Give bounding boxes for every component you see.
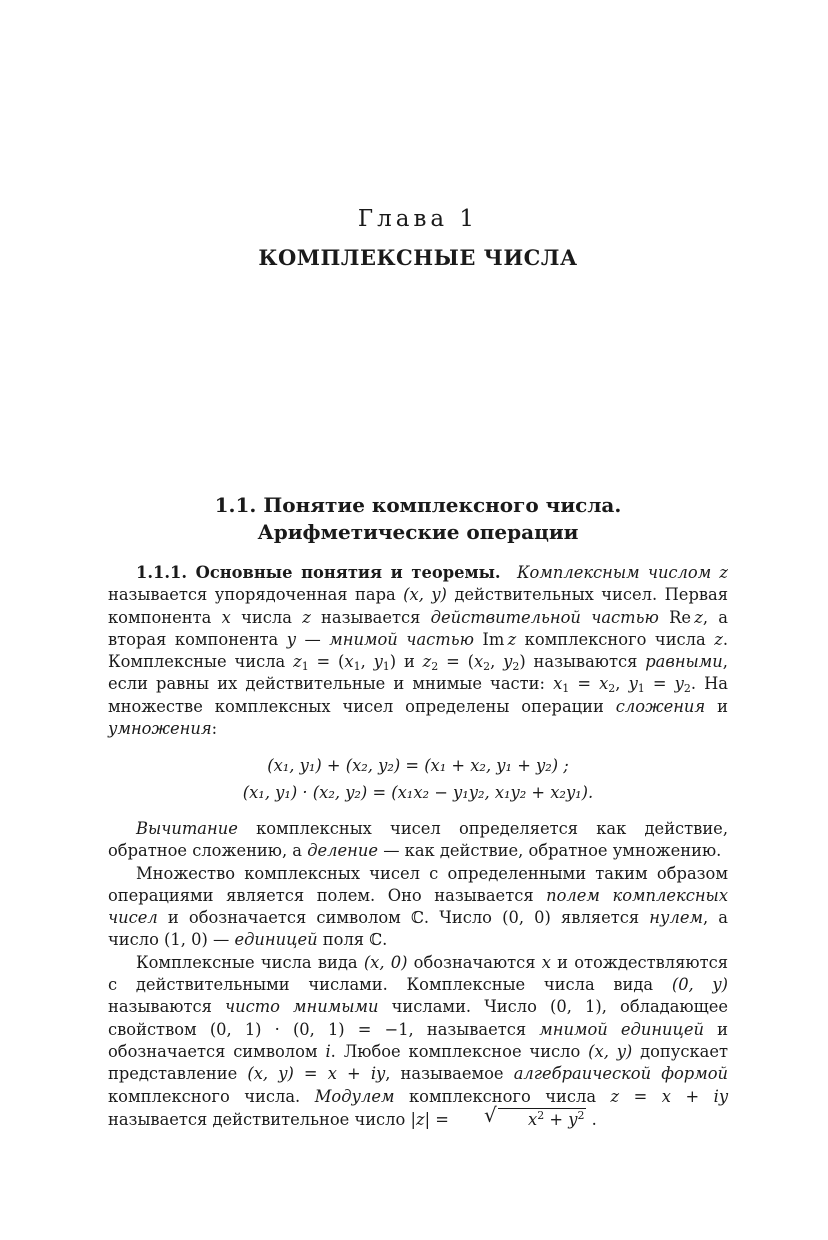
math-var: y (628, 674, 638, 694)
formula-addition: (x₁, y₁) + (x₂, y₂) = (x₁ + x₂, y₁ + y₂) ; (267, 756, 569, 775)
math-var: z (507, 629, 517, 649)
text-run: и отождествляются с действительными числами. Комплексные числа вида (108, 952, 728, 995)
term-equal: равными (645, 652, 723, 672)
math-var: y (286, 629, 296, 649)
math-expr: = ( (308, 652, 345, 672)
math-sub: 2 (483, 660, 491, 674)
math-expr: + (544, 1109, 569, 1129)
text-run: и обозначается символом ℂ. Число (0, 0) является (157, 908, 650, 928)
math-expr: (x, 0) (363, 952, 408, 972)
math-var: y (503, 652, 513, 672)
paragraph-1 (108, 562, 728, 740)
math-var: z (694, 607, 703, 627)
text-run: . (586, 1109, 597, 1129)
math-sub: 2 (608, 682, 616, 696)
text-run: . Комплексные числа (108, 629, 728, 672)
term-complex-field: полем комплексных чисел (108, 885, 728, 928)
math-sub: 2 (512, 660, 520, 674)
term-imaginary-part: мнимой частью (329, 629, 474, 649)
math-var: x (553, 674, 563, 694)
math-sub: 1 (353, 660, 361, 674)
math-sub: 2 (431, 660, 439, 674)
math-sub: 1 (637, 682, 645, 696)
math-expr: (x, y) = x + iy (247, 1064, 386, 1084)
text-run: и (705, 696, 728, 716)
text-run: комплексного числа (394, 1086, 611, 1106)
chapter-label: Глава 1 (357, 206, 479, 232)
section-title-line-1: 1.1. Понятие комплексного числа. (214, 493, 622, 517)
math-var: x (344, 652, 354, 672)
sqrt-symbol (456, 1108, 586, 1131)
text-run: — как действие, обратное умножению. (378, 841, 722, 861)
math-expr: |z| = (410, 1109, 455, 1129)
math-var: z (714, 629, 723, 649)
text-run: Комплексные числа вида (136, 952, 364, 972)
math-var: z (293, 652, 302, 672)
math-sub: 1 (382, 660, 390, 674)
text-run: , называемое (385, 1064, 514, 1084)
math-expr: , (360, 652, 374, 672)
text-run: называются (108, 997, 225, 1017)
text-run: , а число (1, 0) — (108, 908, 728, 950)
paragraph-2 (108, 818, 728, 863)
text-run: числами. Число (0, 1), обладающее свойством (0, 1) · (0, 1) = −1, называется (108, 997, 728, 1039)
math-var: y (674, 674, 684, 694)
section-title (108, 492, 728, 546)
term-addition: сложения (615, 696, 706, 716)
text-run: комплексного числа. (108, 1086, 315, 1106)
term-complex-number: Комплексным числом (516, 563, 712, 582)
math-var: y (568, 1109, 578, 1129)
term-algebraic-form: алгебраической формой (513, 1064, 728, 1084)
math-op: Re (658, 607, 691, 627)
text-run: называется упорядоченная пара (108, 585, 404, 605)
math-var: i (325, 1041, 331, 1061)
text-run: и обозначается символом (108, 1019, 728, 1061)
subsection-heading: 1.1.1. Основные понятия и теоремы. (136, 563, 501, 582)
text-run: : (211, 719, 218, 739)
text-run: числа (230, 607, 303, 627)
text-run: обозначаются (407, 952, 542, 972)
math-var: x (541, 952, 551, 972)
math-var: x (221, 607, 231, 627)
term-zero: нулем (649, 908, 703, 928)
term-multiplication: умножения (108, 719, 212, 739)
formula-multiplication: (x₁, y₁) · (x₂, y₂) = (x₁x₂ − y₁y₂, x₁y₂ + x₂y₁). (242, 783, 594, 802)
chapter-title: КОМПЛЕКСНЫЕ ЧИСЛА (258, 245, 578, 270)
sqrt-radicand (498, 1108, 586, 1131)
math-var: x (599, 674, 609, 694)
paragraphs-continued (108, 818, 728, 1131)
math-expr: (0, y) (671, 975, 728, 995)
math-var: z (719, 563, 728, 582)
text-run: называется (310, 607, 431, 627)
text-run: . На множестве комплексных чисел определены операции (108, 674, 728, 716)
math-sup: 2 (577, 1108, 585, 1122)
math-expr: (x, y) (588, 1041, 633, 1061)
math-sub: 1 (301, 660, 309, 674)
text-run: , а вторая компонента (108, 607, 728, 649)
formula-block (108, 752, 728, 806)
math-op: Im (473, 629, 505, 649)
math-var: y (373, 652, 383, 672)
math-expr: = (644, 674, 675, 694)
math-sub: 1 (562, 682, 570, 696)
text-run: — (295, 629, 330, 649)
math-var: z (302, 607, 311, 627)
math-sub: 2 (683, 682, 691, 696)
math-var: z (422, 652, 432, 672)
math-expr: z = x + iy (610, 1086, 729, 1106)
term-imaginary-unit: мнимой единицей (539, 1019, 705, 1039)
text-run: комплексного числа (516, 629, 715, 649)
text-run: комплексных чисел определяется как действие, обратное сложению, а (108, 819, 728, 861)
text-run: , если равны их действительные и мнимые части: (108, 652, 728, 694)
document-page (108, 0, 728, 1240)
text-run: допускает представление (108, 1041, 729, 1084)
math-var: x (473, 652, 484, 672)
math-var: x (528, 1109, 538, 1129)
paragraph-3 (108, 863, 728, 952)
text-run: действительных чисел. Первая компонента (108, 585, 729, 627)
text-run: ) называются (519, 652, 646, 672)
term-subtraction: Вычитание (136, 819, 238, 838)
text-run: называется действительное число (108, 1109, 411, 1129)
term-unit: единицей (234, 930, 318, 950)
math-expr: , (490, 652, 504, 672)
paragraph-4 (108, 952, 728, 1131)
section-title-line-2: Арифметические операции (257, 520, 579, 544)
term-real-part: действительной частью (430, 607, 659, 627)
term-pure-imaginary: чисто мнимыми (224, 997, 379, 1017)
text-run: . Любое комплексное число (330, 1041, 589, 1061)
text-run: ) и (389, 652, 423, 672)
math-sup: 2 (537, 1108, 545, 1122)
term-modulus: Модулем (314, 1086, 395, 1106)
text-run: Множество комплексных чисел с определенными таким образом операциями является полем. Оно называется (108, 863, 728, 905)
math-expr: = (569, 674, 600, 694)
math-expr: , (615, 674, 629, 694)
text-run: поля ℂ. (317, 930, 388, 950)
term-division: деление (307, 841, 379, 861)
paragraph-definitions (108, 562, 728, 740)
math-expr: (x, y) (403, 585, 447, 605)
math-expr: = ( (438, 652, 474, 672)
